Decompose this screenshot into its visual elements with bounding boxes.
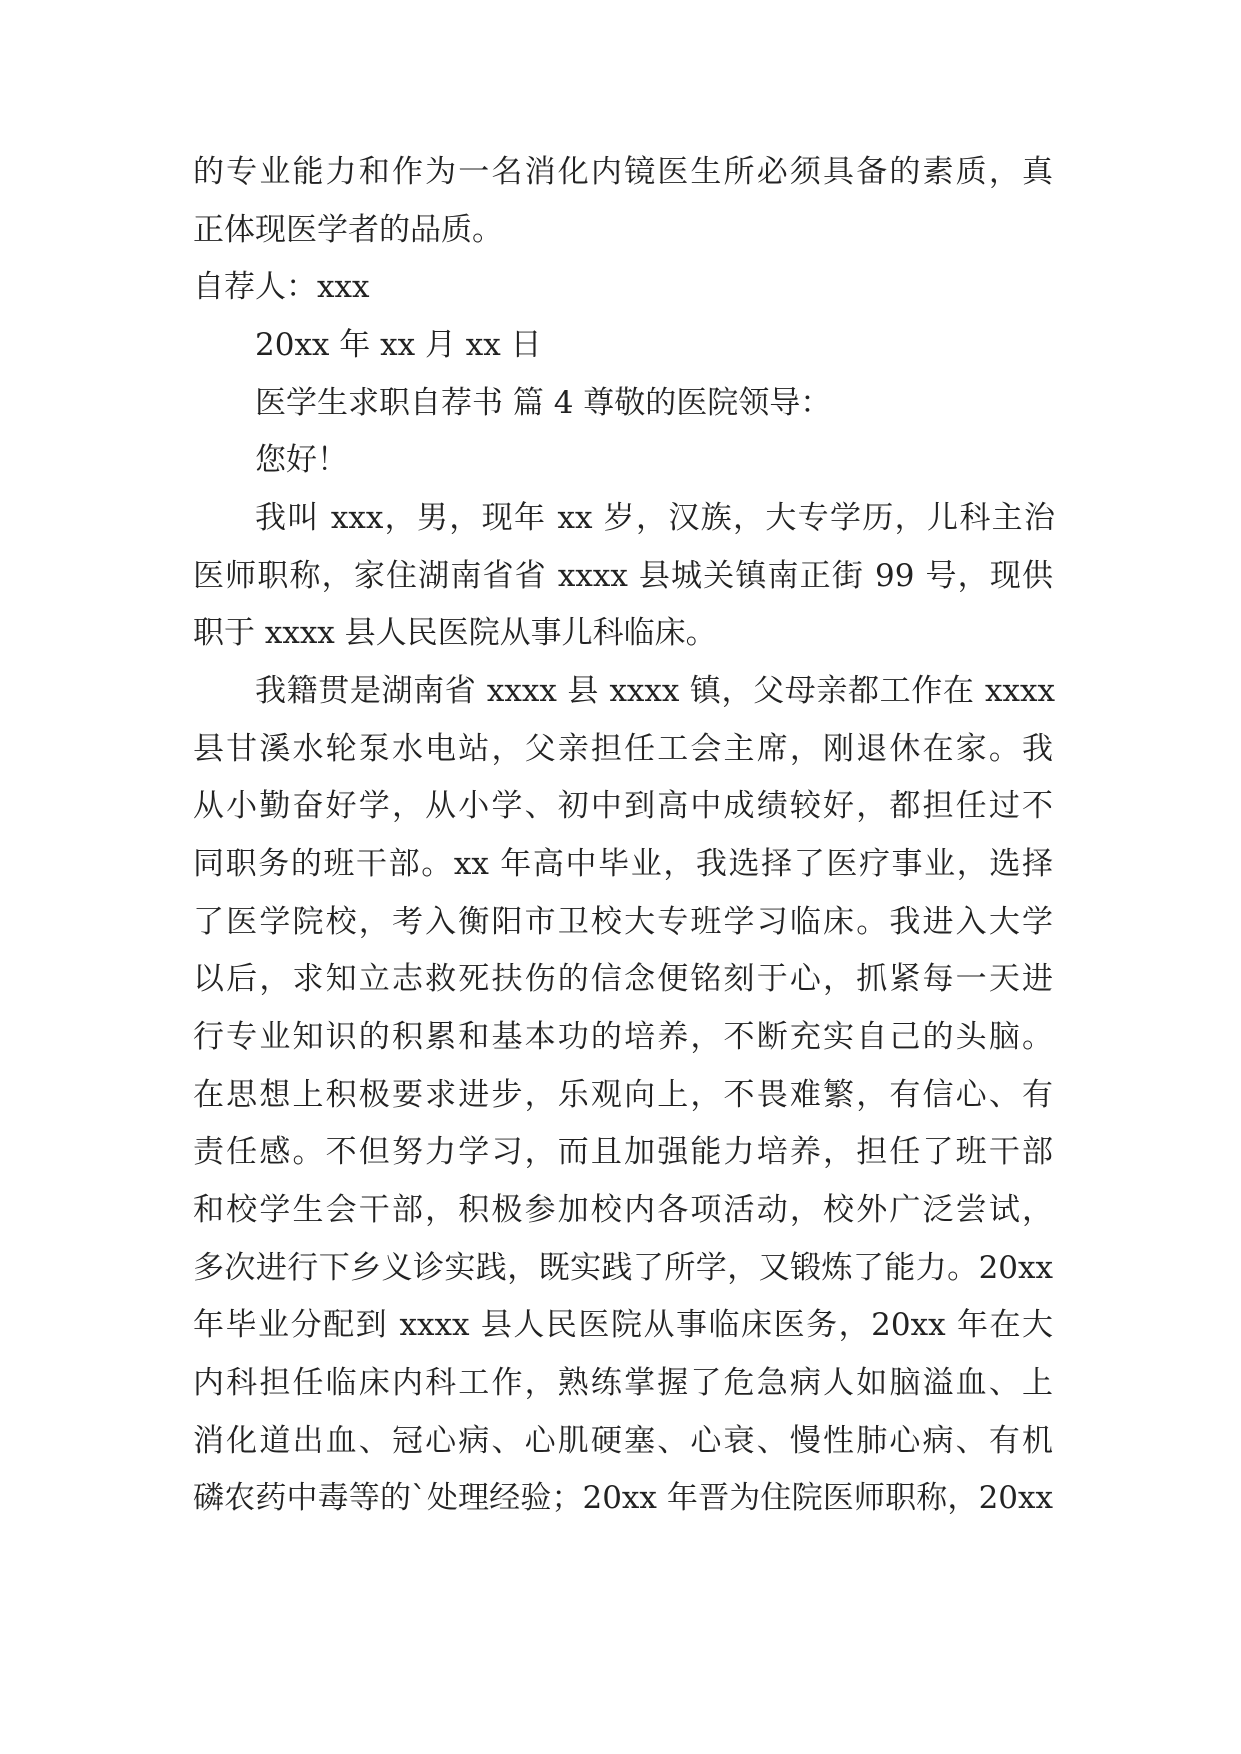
- section-heading: 医学生求职自荐书 篇 4 尊敬的医院领导：: [255, 385, 832, 421]
- text-line: 和校学生会干部，积极参加校内各项活动，校外广泛尝试，: [193, 1192, 1053, 1228]
- text-line: 在思想上积极要求进步，乐观向上，不畏难繁，有信心、有: [193, 1077, 1053, 1113]
- text-line: 消化道出血、冠心病、心肌硬塞、心衰、慢性肺心病、有机: [193, 1423, 1053, 1459]
- date-line: 20xx 年 xx 月 xx 日: [255, 327, 542, 363]
- greeting-line: 您好！: [255, 442, 348, 478]
- text-line: 以后，求知立志救死扶伤的信念便铭刻于心，抓紧每一天进: [193, 961, 1053, 997]
- text-line: 同职务的班干部。xx 年高中毕业，我选择了医疗事业，选择: [193, 846, 1053, 882]
- text-line: 医师职称，家住湖南省省 xxxx 县城关镇南正街 99 号，现供: [193, 558, 1053, 594]
- text-line: 的专业能力和作为一名消化内镜医生所必须具备的素质，真: [193, 154, 1053, 190]
- text-line: 正体现医学者的品质。: [193, 212, 503, 248]
- text-line: 磷农药中毒等的`处理经验；20xx 年晋为住院医师职称，20xx: [193, 1480, 1053, 1516]
- text-line: 从小勤奋好学，从小学、初中到高中成绩较好，都担任过不: [193, 788, 1053, 824]
- signature-line: 自荐人：xxx: [193, 269, 370, 305]
- text-line: 职于 xxxx 县人民医院从事儿科临床。: [193, 615, 717, 651]
- text-line: 了医学院校，考入衡阳市卫校大专班学习临床。我进入大学: [193, 904, 1053, 940]
- text-line: 年毕业分配到 xxxx 县人民医院从事临床医务，20xx 年在大: [193, 1307, 1053, 1343]
- text-line: 县甘溪水轮泵水电站，父亲担任工会主席，刚退休在家。我: [193, 731, 1053, 767]
- text-line: 责任感。不但努力学习，而且加强能力培养，担任了班干部: [193, 1134, 1053, 1170]
- text-line: 我叫 xxx，男，现年 xx 岁，汉族，大专学历，儿科主治: [255, 500, 1055, 536]
- text-line: 多次进行下乡义诊实践，既实践了所学，又锻炼了能力。20xx: [193, 1250, 1053, 1286]
- text-line: 行专业知识的积累和基本功的培养，不断充实自己的头脑。: [193, 1019, 1053, 1055]
- text-line: 内科担任临床内科工作，熟练掌握了危急病人如脑溢血、上: [193, 1365, 1053, 1401]
- text-line: 我籍贯是湖南省 xxxx 县 xxxx 镇，父母亲都工作在 xxxx: [255, 673, 1055, 709]
